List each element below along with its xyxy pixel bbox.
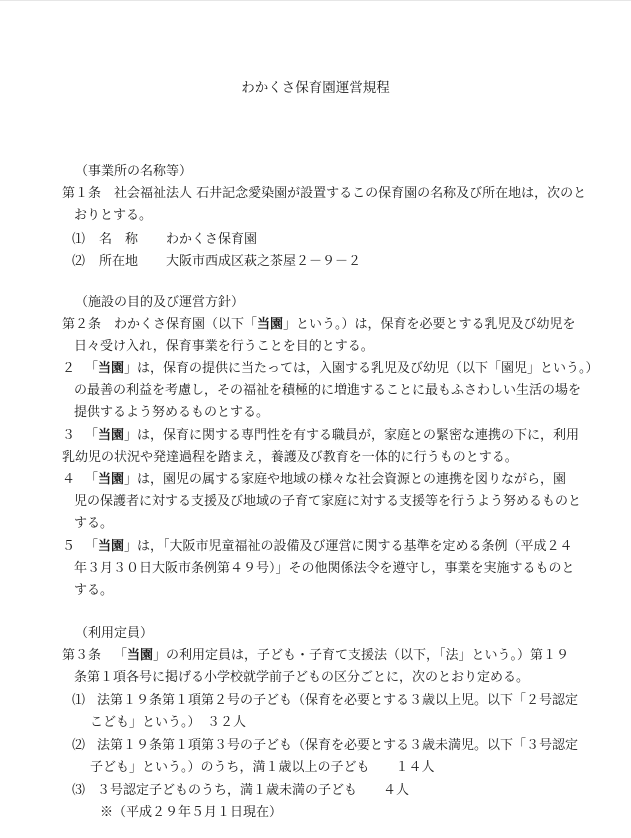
list-item-address — [72, 251, 361, 273]
page-title: わかくさ保育園運営規程 — [241, 80, 390, 96]
paragraph-2-line-2: の最善の利益を考慮し，その福祉を積極的に増進することに最もふさわしい生活の場を — [74, 383, 582, 398]
item-number: ⑴ — [72, 693, 86, 708]
section-heading-purpose: （施設の目的及び運営方針） — [75, 295, 245, 310]
paragraph-5-line-3: する。 — [74, 583, 114, 598]
item-value: 大阪市西成区萩之茶屋２－９－２ — [166, 254, 362, 269]
paragraph-3-line-1: ３ 「当園」は，保育に関する専門性を有する職員が，家庭との緊密な連携の下に，利用 — [62, 428, 580, 443]
capacity-note: ※（平成２９年５月１日現在） — [100, 805, 283, 820]
paragraph-5-line-1: ５ 「当園」は，「大阪市児童福祉の設備及び運営に関する基準を定める条例（平成２４ — [62, 539, 573, 554]
paragraph-4-line-1: ４ 「当園」は，園児の属する家庭や地域の様々な社会資源との連携を図りながら，園 — [62, 472, 567, 487]
paragraph-3-line-2: 乳幼児の状況や発達過程を踏まえ，養護及び教育を一体的に行うものとする。 — [62, 450, 518, 465]
section-heading-name: （事業所の名称等） — [75, 164, 193, 179]
term-tobo: 当園 — [98, 361, 125, 376]
term-tobo: 当園 — [98, 428, 125, 443]
capacity-item-2-line-2: 子ども」という。）のうち，満１歳以上の子ども １４人 — [90, 760, 435, 775]
paragraph-4-line-2: 児の保護者に対する支援及び地域の子育て家庭に対する支援等を行うよう努めるものと — [74, 494, 582, 509]
paragraph-2-line-1: ２ 「当園」は，保育の提供に当たっては，入園する乳児及び幼児（以下「園児」という。） — [62, 361, 599, 376]
section-heading-capacity: （利用定員） — [75, 626, 154, 641]
article-1-line-2: おりとする。 — [74, 208, 153, 223]
capacity-item-2-line-1: ⑵ 法第１９条第１項第３号の子ども（保育を必要とする３歳未満児。以下「３号認定 — [72, 738, 579, 753]
capacity-item-1-line-2: こども」という。） ３２人 — [90, 715, 247, 730]
paragraph-2-line-3: 提供するよう努めるものとする。 — [74, 405, 270, 420]
article-3-line-1: 第３条 「当園」の利用定員は，子ども・子育て支援法（以下，「法」という。）第１９ — [62, 648, 570, 663]
item-value: わかくさ保育園 — [166, 232, 258, 247]
term-tobo: 当園 — [98, 472, 125, 487]
item-number: ⑶ — [72, 783, 86, 798]
term-tobo: 当園 — [98, 539, 125, 554]
term-tobo: 当園 — [127, 648, 154, 663]
article-1-number: 第１条 — [62, 186, 102, 201]
article-1-text: 社会福祉法人 石井記念愛染園が設置するこの保育園の名称及び所在地は，次のと — [114, 186, 587, 201]
paragraph-5-line-2: 年３月３０日大阪市条例第４９号）」その他関係法令を遵守し，事業を実施するものと — [74, 561, 575, 576]
item-label: 所在地 — [99, 254, 139, 269]
article-2-line-1: 第２条 わかくさ保育園（以下「当園」という。）は，保育を必要とする乳児及び幼児を — [62, 317, 576, 332]
capacity-item-3: ⑶ ３号認定子どものうち，満１歳未満の子ども ４人 — [72, 783, 410, 798]
article-2-line-2: 日々受け入れ，保育事業を行うことを目的とする。 — [74, 339, 374, 354]
article-2-number: 第２条 — [62, 317, 102, 332]
article-3-number: 第３条 — [62, 648, 102, 663]
paragraph-4-line-3: する。 — [74, 516, 114, 531]
item-number: ⑵ — [72, 254, 86, 269]
item-number: ⑵ — [72, 738, 86, 753]
article-3-line-2: 条第１項各号に掲げる小学校就学前子どもの区分ごとに，次のとおり定める。 — [74, 670, 530, 685]
list-item-name — [72, 229, 257, 251]
item-label: 名 称 — [99, 232, 139, 247]
term-tobo: 当園 — [257, 317, 284, 332]
item-number: ⑴ — [72, 232, 86, 247]
capacity-item-1-line-1: ⑴ 法第１９条第１項第２号の子ども（保育を必要とする３歳以上児。以下「２号認定 — [72, 693, 579, 708]
article-1-line-1 — [62, 183, 586, 205]
